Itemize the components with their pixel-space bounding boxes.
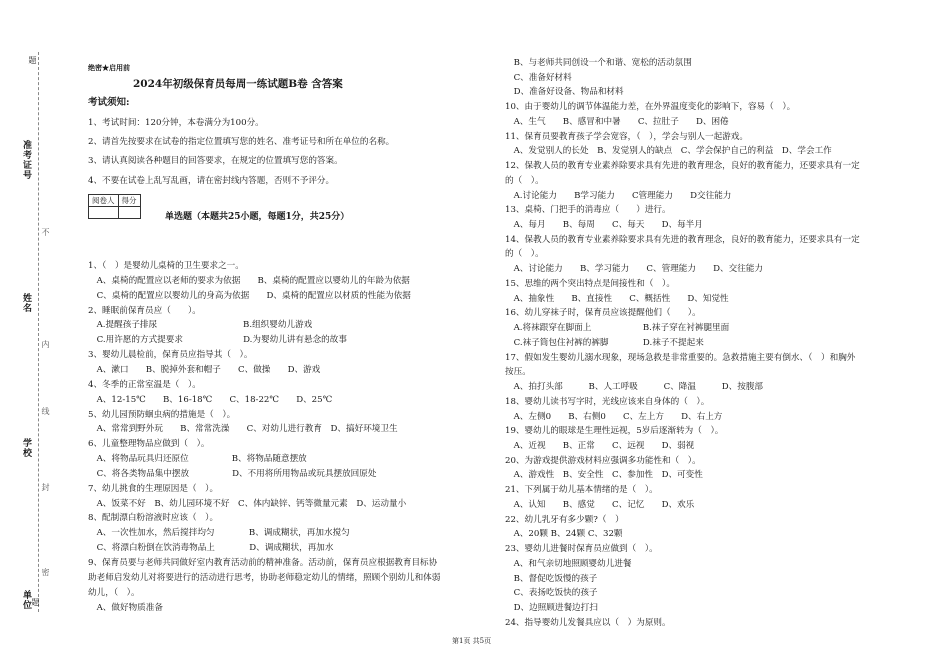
notice-1: 1、考试时间：120分钟，本卷满分为100分。 (88, 118, 264, 128)
right-col-line: A、认知 B、感觉 C、记忆 D、欢乐 (505, 499, 695, 510)
left-col-line: 4、冬季的正常室温是（ ）。 (88, 379, 201, 390)
right-col-line: 按压。 (505, 367, 531, 378)
corner-mark-top: 题 (28, 56, 37, 65)
left-col-line: C、桌椅的配置应以婴幼儿的身高为依据 D、桌椅的配置应以材质的性能为依据 (88, 290, 411, 301)
right-col-line: C、准备好材料 (505, 72, 572, 83)
right-col-line: 22、幼儿乳牙有多少颗?（ ） (505, 514, 624, 525)
right-col-line: A、生气 B、感冒和中暑 C、拉肚子 D、困倦 (505, 116, 729, 127)
notice-2: 2、请首先按要求在试卷的指定位置填写您的姓名、准考证号和所在单位的名称。 (88, 137, 395, 147)
right-col-line: B、与老师共同创设一个和谐、宽松的活动氛围 (505, 58, 692, 68)
score-table-reviewer: 阅卷人 (89, 195, 119, 207)
notice-heading: 考试须知: (88, 97, 130, 108)
left-col-line: 2、睡眠前保育员应（ ）。 (88, 305, 201, 316)
right-col-line: A、左侧0 B、右侧0 C、左上方 D、右上方 (505, 411, 723, 422)
left-col-line: A、漱口 B、脱掉外套和帽子 C、做操 D、游戏 (88, 364, 321, 375)
score-table-cell (89, 207, 119, 219)
score-table-cell (118, 207, 140, 219)
left-col-line: 幼儿，（ ）。 (88, 587, 140, 598)
right-col-line: A、20颗 B、24颗 C、32颗 (505, 529, 623, 540)
left-col-line: C、将漂白粉倒在饮消毒物品上 D、调成糊状，再加水 (88, 543, 334, 554)
left-col-line: 7、幼儿挑食的生理原因是（ ）。 (88, 483, 219, 494)
right-col-line: 20、为游戏提供游戏材料应强调多功能性和（ ）。 (505, 455, 701, 466)
right-col-line: A、发觉别人的长处 B、发觉别人的缺点 C、学会保护自己的利益 D、学会工作 (505, 146, 832, 157)
seal-mark-2: 内 (41, 340, 50, 349)
right-col-line: 15、思维的两个突出特点是间接性和（ ）。 (505, 278, 675, 289)
right-col-line: C、表扬吃饭快的孩子 (505, 588, 598, 599)
score-table-score: 得分 (118, 195, 140, 207)
corner-mark-bottom: 题 (31, 598, 40, 607)
right-col-line: A.将袜跟穿在脚面上 B.袜子穿在衬裤腿里面 (505, 323, 730, 334)
admission-number-label: 准考证号 (21, 140, 31, 180)
seal-mark-3: 线 (41, 407, 50, 416)
left-col-line: A、12-15℃ B、16-18℃ C、18-22℃ D、25℃ (88, 394, 333, 405)
left-col-line: C.用许愿的方式提要求 D.为婴幼儿讲有悬念的故事 (88, 335, 347, 346)
right-col-line: A、游戏性 B、安全性 C、参加性 D、可变性 (505, 470, 703, 481)
left-col-line: C、将各类物品集中摆放 D、不用将所用物品或玩具摆放回原处 (88, 468, 377, 479)
page-title: 2024年初级保育员每周一练试题B卷 含答案 (133, 78, 343, 90)
left-col-line: 5、幼儿园预防蛔虫病的措施是（ ）。 (88, 409, 236, 420)
left-col-line: 1、（ ）是婴幼儿桌椅的卫生要求之一。 (88, 261, 244, 271)
right-col-line: A、讨论能力 B、学习能力 C、管理能力 D、交往能力 (505, 264, 764, 275)
left-col-line: A、桌椅的配置应以老师的要求为依据 B、桌椅的配置应以婴幼儿的年龄为依据 (88, 275, 410, 286)
seal-mark-1: 不 (41, 228, 50, 237)
right-col-line: 13、桌椅、门把手的消毒应（ ）进行。 (505, 205, 671, 216)
right-col-line: D、边照顾进餐边打扫 (505, 603, 598, 613)
page-footer: 第1页 共5页 (452, 637, 492, 645)
seal-mark-4: 封 (41, 483, 50, 492)
left-col-line: A、常常到野外玩 B、常常洗澡 C、对幼儿进行教育 D、搞好环境卫生 (88, 424, 398, 435)
right-col-line: C.袜子筒包住衬裤的裤脚 D.袜子不提起来 (505, 337, 704, 348)
right-col-line: 23、婴幼儿进餐时保育员应做到（ ）。 (505, 544, 658, 555)
right-col-line: 19、婴幼儿的眼球是生理性远视，5岁后逐渐转为（ ）。 (505, 426, 724, 437)
unit-label: 单位 (21, 590, 31, 610)
right-col-line: 12、保教人员的教育专业素养除要求具有先进的教育理念，良好的教育能力，还要求具有一定 (505, 161, 860, 172)
right-col-line: 的（ ）。 (505, 175, 544, 186)
right-col-line: 16、幼儿穿袜子时，保育员应该提醒他们（ ）。 (505, 308, 701, 319)
right-col-line: 11、保育员要教育孩子学会宽容，（ ），学会与别人一起游戏。 (505, 131, 748, 142)
right-col-line: 24、指导婴幼儿发餐具应以（ ）为原则。 (505, 617, 671, 628)
notice-3: 3、请认真阅读各种题目的回答要求，在规定的位置填写您的答案。 (88, 156, 343, 166)
right-col-line: 的（ ）。 (505, 249, 544, 260)
left-col-line: 助老师启发幼儿对将要进行的活动进行思考，协助老师稳定幼儿的情绪，照顾个别幼儿和体弱 (88, 572, 441, 583)
right-col-line: 18、婴幼儿读书写字时，光线应该来自身体的（ ）。 (505, 396, 710, 407)
seal-dashed-line (38, 52, 39, 612)
left-col-line: A.提醒孩子排尿 B.组织婴幼儿游戏 (88, 320, 313, 331)
right-col-line: A.讨论能力 B学习能力 C管理能力 D交往能力 (505, 190, 732, 201)
section-title: 单选题（本题共25小题，每题1分，共25分） (165, 212, 350, 222)
right-col-line: A、每月 B、每周 C、每天 D、每半月 (505, 220, 703, 231)
right-col-line: 17、假如发生婴幼儿溺水现象，现场急救是非常重要的。急救措施主要有倒水、（ ）和胸外 (505, 352, 856, 363)
right-col-line: B、督促吃饭慢的孩子 (505, 573, 598, 584)
right-col-line: 21、下列属于幼儿基本情绪的是（ ）。 (505, 485, 658, 496)
left-col-line: A、将物品玩具归还原位 B、将物品随意摆放 (88, 454, 307, 465)
right-col-line: A、拍打头部 B、人工呼吸 C、降温 D、按腹部 (505, 382, 764, 393)
right-col-line: A、抽象性 B、直接性 C、概括性 D、知觉性 (505, 293, 729, 304)
left-col-line: 9、保育员要与老师共同做好室内教育活动前的精神准备。活动前，保育员应根据教育目标协 (88, 558, 438, 568)
left-col-line: 3、婴幼儿晨检前，保育员应指导其（ ）。 (88, 350, 253, 361)
left-col-line: A、饭菜不好 B、幼儿园环境不好 C、体内缺锌、钙等微量元素 D、运动量小 (88, 498, 407, 509)
right-col-line: 14、保教人员的教育专业素养除要求具有先进的教育理念，良好的教育能力，还要求具有一定 (505, 234, 860, 245)
secret-label: 绝密★启用前 (88, 63, 130, 72)
name-label: 姓名 (21, 293, 31, 313)
score-table (88, 194, 141, 219)
right-col-line: 10、由于婴幼儿的调节体温能力差，在外界温度变化的影响下，容易（ ）。 (505, 102, 796, 113)
seal-mark-5: 密 (41, 568, 50, 577)
school-label: 学校 (21, 438, 31, 458)
right-col-line: A、和气亲切地照顾婴幼儿进餐 (505, 558, 632, 569)
notice-4: 4、不要在试卷上乱写乱画，请在密封线内答题，否则不予评分。 (88, 176, 335, 186)
left-col-line: A、做好物质准备 (88, 602, 163, 613)
left-col-line: 6、儿童整理物品应做到（ ）。 (88, 439, 210, 450)
left-col-line: A、一次性加水，然后搅拌均匀 B、调成糊状，再加水搅匀 (88, 528, 350, 539)
left-col-line: 8、配制漂白粉溶液时应该（ ）。 (88, 513, 219, 524)
right-col-line: D、准备好设备、物品和材料 (505, 87, 624, 98)
right-col-line: A、近视 B、正常 C、远视 D、弱视 (505, 440, 695, 451)
